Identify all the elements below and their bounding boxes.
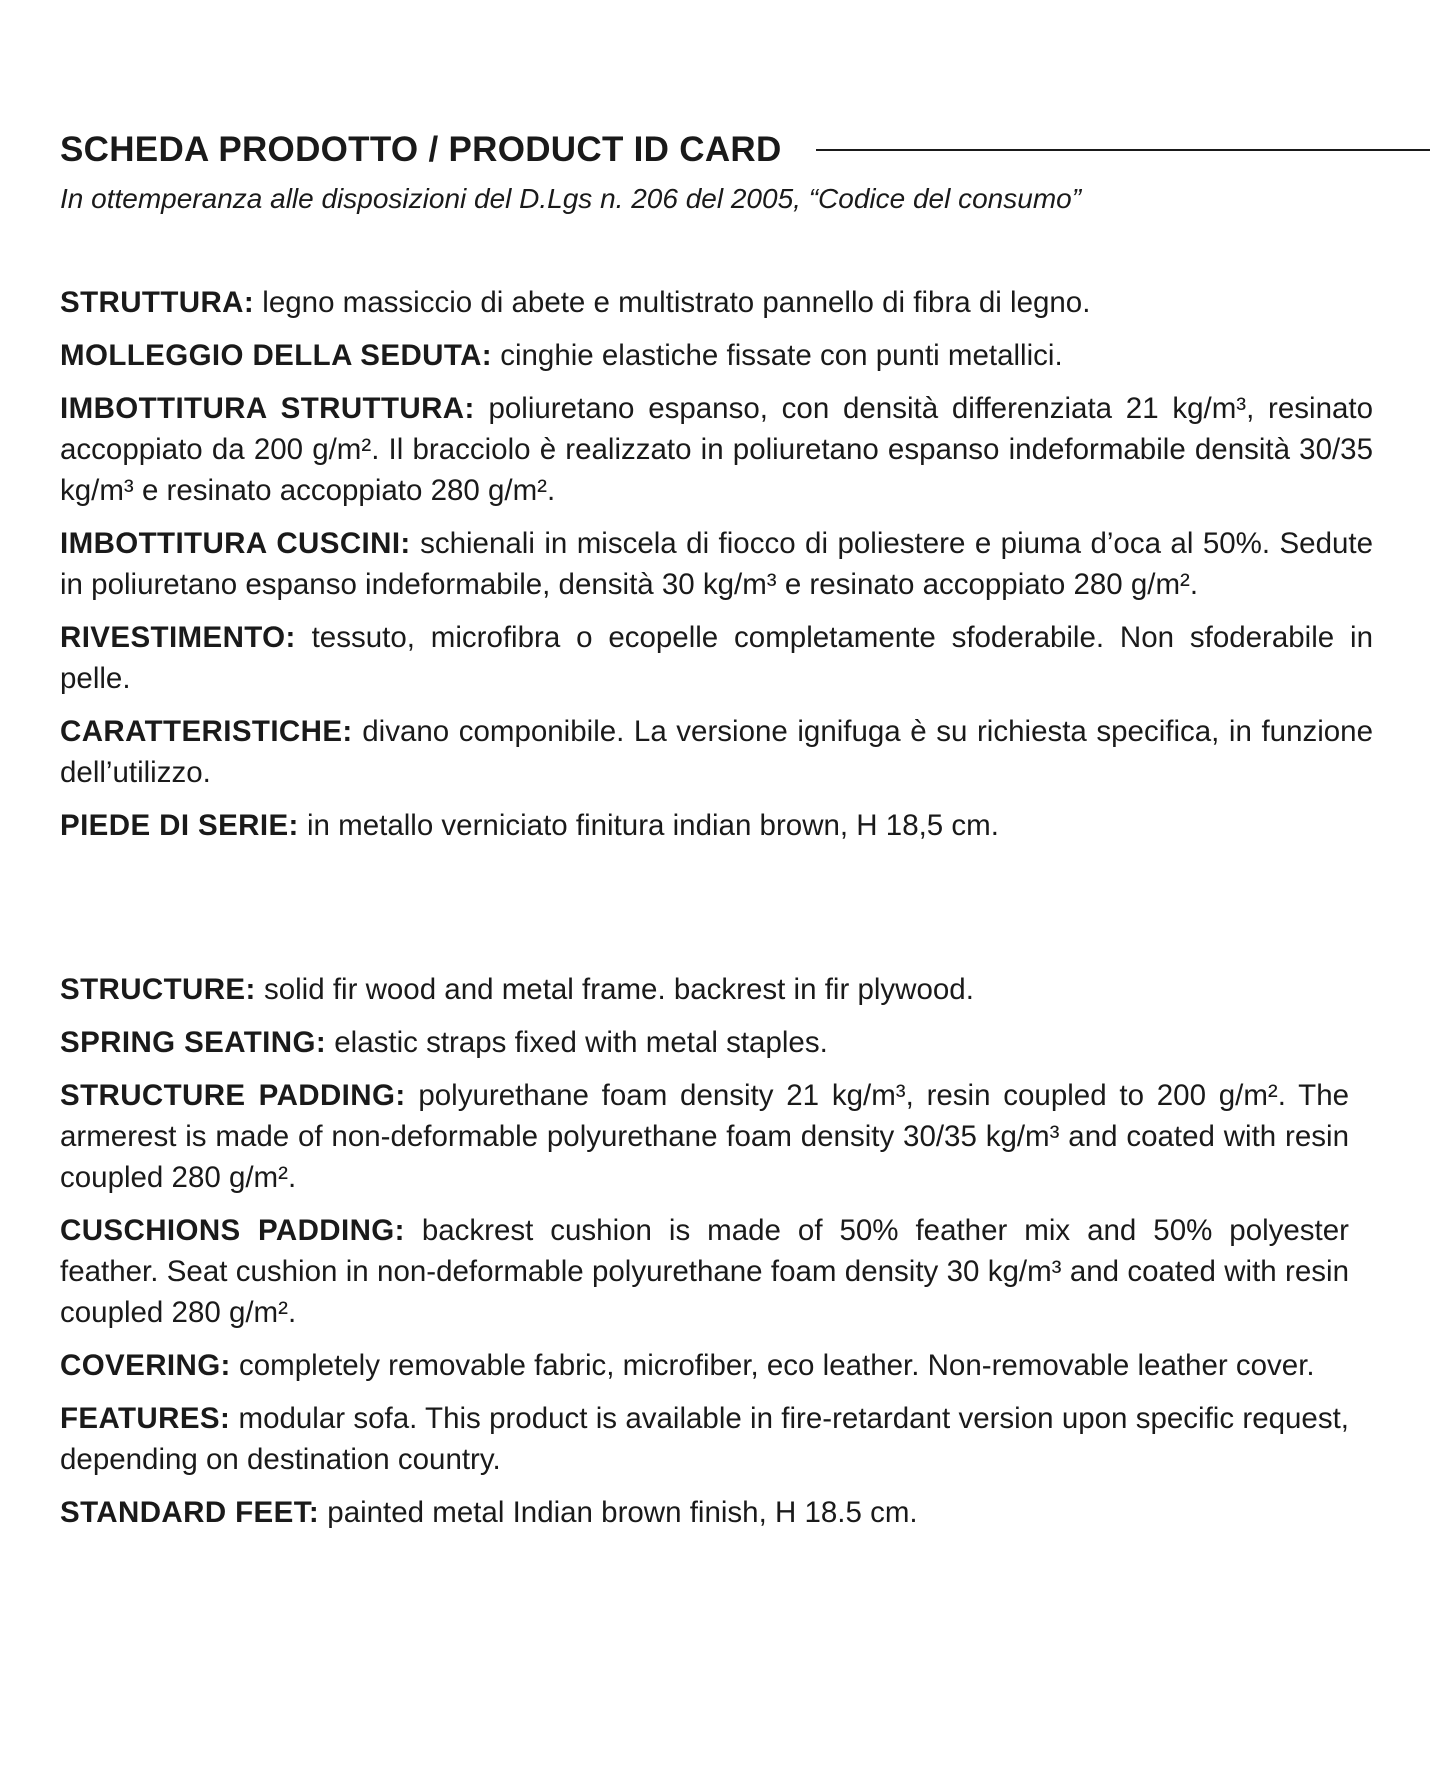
spec-text: backrest cushion is made of 50% feather mix and 50% polyester feather. Seat cushion in non-deformable polyurethane foam density 30 kg/m³ and coated with resin coupled 280 g/m².: [60, 1214, 1349, 1329]
spec-label: STRUCTURE:: [60, 973, 256, 1006]
spec-paragraph: [60, 282, 1373, 323]
spec-paragraph: [60, 388, 1373, 511]
italian-section: [60, 282, 1373, 858]
spec-text: elastic straps fixed with metal staples.: [334, 1026, 828, 1059]
spec-text: divano componibile. La versione ignifuga è su richiesta specifica, in funzione dell’utilizzo.: [60, 715, 1373, 789]
spec-paragraph: [60, 1492, 1349, 1533]
document-header: [60, 126, 1430, 215]
spec-paragraph: [60, 1075, 1349, 1198]
spec-label: STANDARD FEET:: [60, 1496, 320, 1529]
spec-paragraph: [60, 335, 1373, 376]
spec-label: PIEDE DI SERIE:: [60, 809, 299, 842]
spec-label: CUSCHIONS PADDING:: [60, 1214, 405, 1247]
spec-text: tessuto, microfibra o ecopelle completamente sfoderabile. Non sfoderabile in pelle.: [60, 621, 1373, 695]
page-subtitle: In ottemperanza alle disposizioni del D.Lgs n. 206 del 2005, “Codice del consumo”: [60, 183, 1082, 214]
spec-label: IMBOTTITURA CUSCINI:: [60, 527, 411, 560]
spec-text: schienali in miscela di fiocco di poliestere e piuma d’oca al 50%. Sedute in poliuretano espanso indeformabile, densità 30 kg/m³ e resinato accoppiato 280 g/m².: [60, 527, 1373, 601]
spec-text: polyurethane foam density 21 kg/m³, resin coupled to 200 g/m². The armerest is made of non-deformable polyurethane foam density 30/35 kg/m³ and coated with resin coupled 280 g/m².: [60, 1079, 1350, 1194]
spec-paragraph: [60, 523, 1373, 605]
spec-label: CARATTERISTICHE:: [60, 715, 353, 748]
spec-label: IMBOTTITURA STRUTTURA:: [60, 392, 475, 425]
spec-text: solid fir wood and metal frame. backrest in fir plywood.: [263, 973, 974, 1006]
spec-paragraph: [60, 617, 1373, 699]
spec-paragraph: [60, 969, 1349, 1010]
spec-label: SPRING SEATING:: [60, 1026, 327, 1059]
spec-text: completely removable fabric, microfiber, eco leather. Non-removable leather cover.: [238, 1349, 1315, 1382]
page-title: SCHEDA PRODOTTO / PRODUCT ID CARD: [60, 130, 782, 169]
spec-text: poliuretano espanso, con densità differenziata 21 kg/m³, resinato accoppiato da 200 g/m². Il bracciolo è realizzato in poliuretano espanso indeformabile densità 30/35 kg/m³ e resinato accoppiato 280 g/m².: [60, 392, 1373, 507]
english-section: [60, 969, 1349, 1545]
spec-text: painted metal Indian brown finish, H 18.5 cm.: [327, 1496, 918, 1529]
spec-label: COVERING:: [60, 1349, 231, 1382]
title-row: [60, 126, 1430, 174]
spec-label: MOLLEGGIO DELLA SEDUTA:: [60, 339, 493, 372]
spec-paragraph: [60, 711, 1373, 793]
spec-paragraph: [60, 1398, 1349, 1480]
spec-text: in metallo verniciato finitura indian brown, H 18,5 cm.: [306, 809, 999, 842]
spec-text: cinghie elastiche fissate con punti metallici.: [500, 339, 1063, 372]
spec-paragraph: [60, 1022, 1349, 1063]
spec-paragraph: [60, 1345, 1349, 1386]
spec-label: RIVESTIMENTO:: [60, 621, 296, 654]
spec-text: legno massiccio di abete e multistrato pannello di fibra di legno.: [262, 286, 1091, 319]
title-divider: [816, 149, 1430, 151]
spec-text: modular sofa. This product is available in fire-retardant version upon specific request, depending on destination country.: [60, 1402, 1349, 1476]
spec-label: STRUCTURE PADDING:: [60, 1079, 406, 1112]
spec-label: STRUTTURA:: [60, 286, 255, 319]
spec-label: FEATURES:: [60, 1402, 231, 1435]
spec-paragraph: [60, 1210, 1349, 1333]
spec-paragraph: [60, 805, 1373, 846]
